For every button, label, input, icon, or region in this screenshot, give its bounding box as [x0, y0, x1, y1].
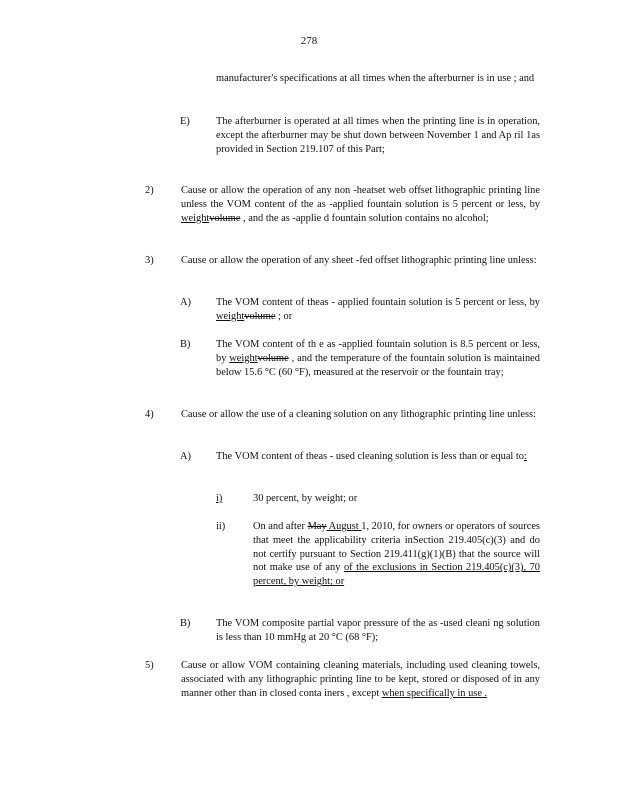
inserted-text: of the exclusions in Section 219.405(c)(3), 70 percent, by weight; or [253, 562, 540, 588]
inserted-text: : [524, 451, 527, 462]
page-number: 278 [300, 35, 318, 47]
subsection-marker: E) [180, 116, 190, 127]
section-marker: 5) [145, 660, 154, 671]
text-run: ; or [275, 310, 293, 322]
inserted-text: weight [181, 212, 210, 224]
continuation-text: manufacturer's specifications at all times when the afterburner is in use ; and [216, 73, 535, 84]
clause-marker: i) [216, 493, 223, 504]
subsection-marker: A) [180, 451, 191, 462]
subsection-text [216, 338, 540, 379]
inserted-text: weight [229, 352, 258, 364]
deleted-text: May [307, 521, 327, 532]
clause-marker: ii) [216, 521, 226, 532]
deleted-text: volume [209, 212, 241, 224]
subsection-marker: A) [180, 297, 191, 308]
text-run: 1, 2010, for owners or operators of sources that meet the applicability criteria inSection 219.405(c)(3) and do not certify pursuant to Section 219.411(g)(1)(B) that the source will not make use of any [253, 521, 540, 574]
section-text [181, 184, 540, 225]
inserted-text: when specifically in use . [381, 687, 488, 699]
deleted-text: volume [244, 310, 276, 322]
clause-text: 30 percent, by weight; or [253, 493, 358, 504]
section-text: Cause or allow the operation of any sheet -fed offset lithographic printing line unless: [181, 255, 537, 266]
section-text [181, 659, 540, 700]
section-marker: 2) [145, 185, 154, 196]
text-run: The VOM content of th e as -applied fountain solution is 8.5 percent or less, by [216, 339, 540, 364]
subsection-marker: B) [180, 618, 191, 629]
subsection-marker: B) [180, 339, 191, 350]
text-run: , and the temperature of the fountain solution is maintained below 15.6 °C (60 °F), measured at the reservoir or the fountain tray; [216, 352, 540, 378]
inserted-text: August [326, 521, 362, 532]
text-run: The VOM content of theas - used cleaning solution is less than or equal to [216, 451, 524, 462]
subsection-text [216, 450, 540, 464]
subsection-text: The afterburner is operated at all times when the printing line is in operation, except the afterburner may be shut down between November 1 and Ap ril 1as provided in Section 219.107 of this Part; [216, 116, 540, 155]
subsection-text: The VOM composite partial vapor pressure of the as -used cleani ng solution is less than 10 mmHg at 20 °C (68 °F); [216, 618, 540, 643]
text-run: On and after [253, 521, 308, 532]
text-run: Cause or allow the operation of any non -heatset web offset lithographic printing line unless the VOM content of the as -applied fountain solution is 5 percent or less, by [181, 185, 540, 210]
section-marker: 4) [145, 409, 154, 420]
inserted-text: weight [216, 310, 245, 322]
deleted-text: volume [257, 352, 289, 364]
text-run: Cause or allow VOM containing cleaning materials, including used cleaning towels, associated with any lithographic printing line to be kept, stored or disposed of in any manner other than in closed conta iners , except [181, 660, 540, 699]
section-marker: 3) [145, 255, 154, 266]
subsection-text [216, 296, 540, 324]
text-run: The VOM content of theas - applied fountain solution is 5 percent or less, by [216, 297, 540, 308]
clause-text [253, 520, 540, 589]
section-text: Cause or allow the use of a cleaning solution on any lithographic printing line unless: [181, 409, 536, 420]
text-run: , and the as -applie d fountain solution contains no alcohol; [240, 212, 489, 224]
